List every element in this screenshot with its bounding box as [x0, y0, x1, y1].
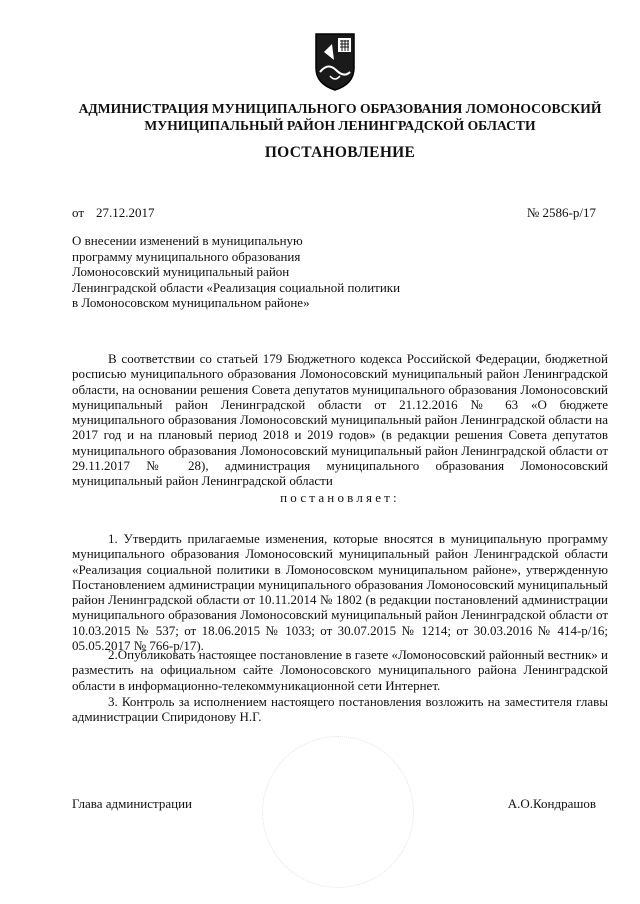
document-date	[72, 205, 155, 221]
signatory-name: А.О.Кондрашов	[507, 796, 596, 811]
decree-heading: постановляет:	[280, 490, 400, 505]
coat-of-arms-icon	[314, 32, 356, 92]
date-label: от	[72, 205, 85, 220]
item-1-text: 1. Утвердить прилагаемые изменения, которые вносятся в муниципальную программу муниципального образования Ломоносовский муниципальный район Ленинградской области «Реализация социальной политики в Ломоносовском муниципальном районе», утвержденную Постановлением администрации муниципального образования Ломоносовский муниципальный район Ленинградской области от 10.11.2014 № 1802 (в редакции постановлений администрации муниципального образования Ломоносовский муниципальный район Ленинградской области от 10.03.2015 № 537; от 18.06.2015 № 1033; от 30.07.2015 № 1214; от 30.03.2016 № 414-р/16; 05.05.2017 № 766-р/17).	[72, 531, 608, 654]
faded-seal	[262, 736, 414, 888]
item-3-paragraph	[72, 694, 608, 725]
subject-line: О внесении изменений в муниципальную	[72, 233, 303, 248]
item-1-paragraph	[72, 531, 608, 653]
org-line-2: МУНИЦИПАЛЬНЫЙ РАЙОН ЛЕНИНГРАДСКОЙ ОБЛАСТИ	[144, 118, 536, 133]
document-subject	[72, 233, 432, 311]
subject-line: Ленинградской области «Реализация социальной политики	[72, 279, 401, 295]
document-type: ПОСТАНОВЛЕНИЕ	[264, 144, 416, 161]
signatory-title: Глава администрации	[72, 796, 193, 811]
item-3-text: 3. Контроль за исполнением настоящего постановления возложить на заместителя главы администрации Спиридонову Н.Г.	[72, 694, 608, 725]
subject-line: Ломоносовский муниципальный район	[72, 264, 290, 279]
item-2-text: 2.Опубликовать настоящее постановление в газете «Ломоносовский районный вестник» и разместить на официальном сайте Ломоносовского муниципального района Ленинградской области в информационно-телекоммуникационной сети Интернет.	[72, 647, 608, 693]
organization-name	[60, 100, 620, 134]
preamble-text: В соответствии со статьей 179 Бюджетного кодекса Российской Федерации, бюджетной росписью муниципального образования Ломоносовский муниципальный район Ленинградской области, на основании решения Совета депутатов муниципального образования Ломоносовский муниципальный район Ленинградской области от 21.12.2016 № 63 «О бюджете муниципального образования Ломоносовский муниципальный район Ленинградской области на 2017 год и на плановый период 2018 и 2019 годов» (в редакции решения Совета депутатов муниципального образования Ломоносовский муниципальный район Ленинградской области от 29.11.2017 № 28), администрация муниципального образования Ломоносовский муниципальный район Ленинградской области	[72, 351, 608, 489]
date-value: 27.12.2017	[96, 205, 155, 220]
preamble-paragraph	[72, 351, 608, 489]
subject-line: программу муниципального образования	[72, 248, 301, 264]
document-number: № 2586-р/17	[526, 205, 596, 220]
item-2-paragraph	[72, 647, 608, 693]
subject-line: в Ломоносовском муниципальном районе»	[72, 295, 310, 310]
org-line-1: АДМИНИСТРАЦИЯ МУНИЦИПАЛЬНОГО ОБРАЗОВАНИЯ ЛОМОНОСОВСКИЙ	[78, 101, 602, 116]
